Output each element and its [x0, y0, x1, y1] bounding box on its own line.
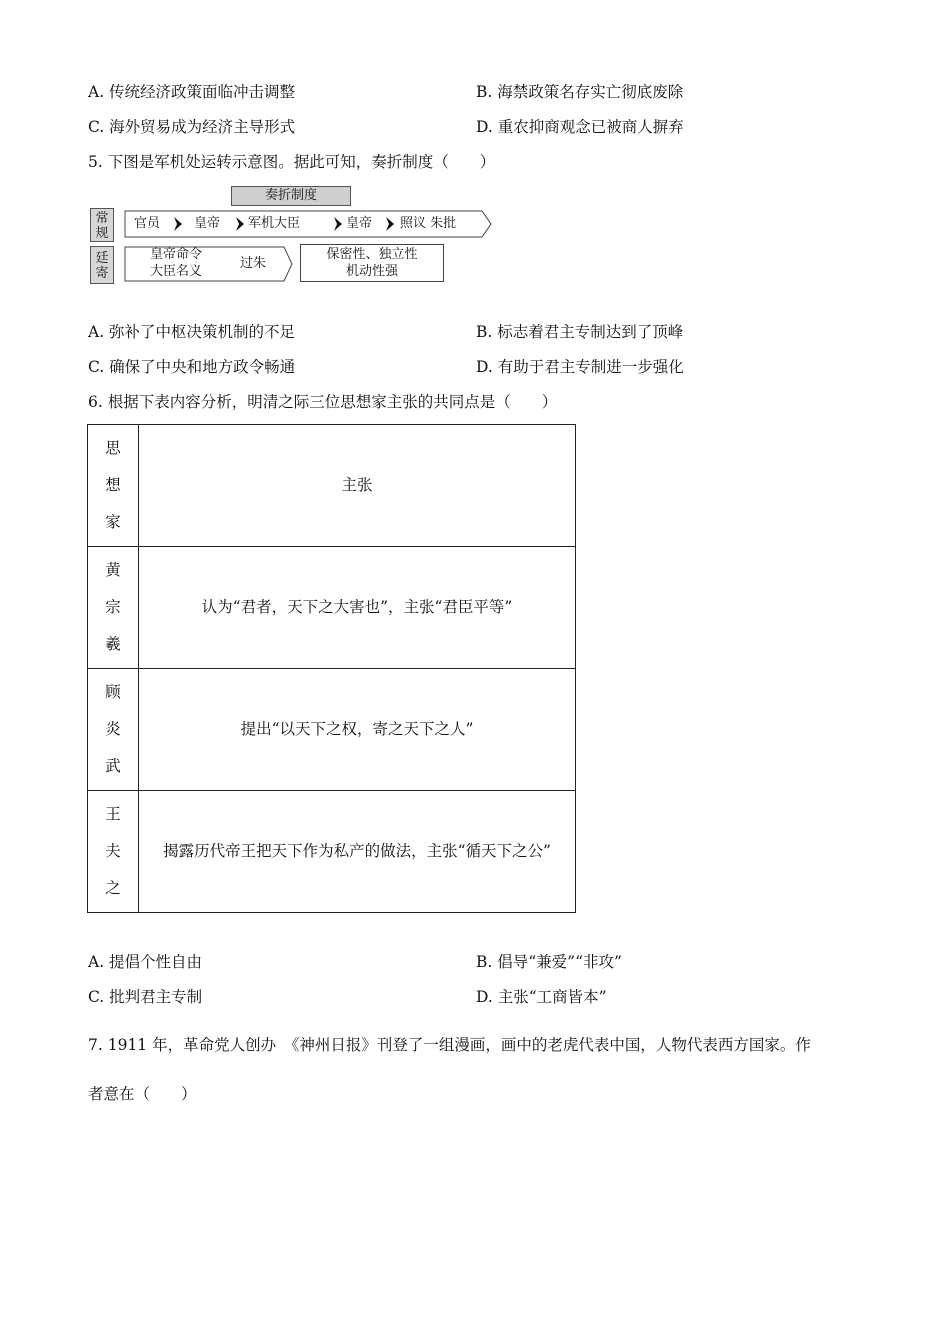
header-char: 思: [105, 439, 121, 457]
diagram-side-label-routine: 常规: [90, 208, 114, 242]
thinker-claim-cell: 揭露历代帝王把天下作为私产的做法，主张“循天下之公”: [139, 791, 576, 913]
table-row: [88, 547, 576, 669]
tingji-right-label: 过朱: [240, 256, 267, 271]
thinker-name-cell: [88, 669, 139, 791]
q5-option-b: B. 标志着君主专制达到了顶峰: [476, 323, 684, 341]
diagram-tingji-box: [124, 246, 290, 282]
q5-option-d: D. 有助于君主专制进一步强化: [476, 358, 684, 376]
thinker-name-cell: [88, 547, 139, 669]
tingji-line2: 大臣名义: [150, 264, 203, 279]
q6-option-c: C. 批判君主专制: [88, 988, 203, 1006]
q6-option-d: D. 主张“工商皆本”: [476, 988, 607, 1006]
name-char: 宗: [105, 598, 121, 616]
q4-option-b: B. 海禁政策名存实亡彻底废除: [476, 83, 684, 101]
q6-option-b: B. 倡导“兼爱”“非攻”: [476, 953, 622, 971]
flow-step-emperor-2: 皇帝: [346, 216, 373, 231]
flow-step-grand-councilor: 军机大臣: [248, 216, 301, 231]
q5-option-c: C. 确保了中央和地方政令畅通: [88, 358, 296, 376]
name-char: 王: [105, 805, 121, 823]
q5-option-a: A. 弥补了中枢决策机制的不足: [88, 323, 296, 341]
diagram-side-label-tingji: 廷寄: [90, 246, 114, 284]
name-char: 武: [105, 757, 121, 775]
name-char: 之: [105, 879, 121, 897]
name-char: 黄: [105, 561, 121, 579]
header-claim-cell: 主张: [139, 425, 576, 547]
q7-stem-line1: 7. 1911 年，革命党人创办 《神州日报》刊登了一组漫画，画中的老虎代表中国，人物代表西方国家。作: [88, 1036, 811, 1054]
thinker-claim-cell: 提出“以天下之权，寄之天下之人”: [139, 669, 576, 791]
name-char: 炎: [105, 720, 121, 738]
table-row: [88, 669, 576, 791]
thinker-claim-cell: 认为“君者，天下之大害也”，主张“君臣平等”: [139, 547, 576, 669]
table-row: [88, 791, 576, 913]
q7-stem-line2: 者意在（ ）: [88, 1085, 197, 1103]
diagram-title: 奏折制度: [231, 186, 351, 206]
q4-option-a: A. 传统经济政策面临冲击调整: [88, 83, 296, 101]
name-char: 顾: [105, 683, 121, 701]
header-char: 家: [105, 513, 121, 531]
diagram-result-box: [300, 244, 444, 282]
flow-step-official: 官员: [134, 216, 161, 231]
q5-stem: 5. 下图是军机处运转示意图。据此可知，奏折制度（ ）: [88, 153, 496, 171]
header-char: 想: [105, 476, 121, 494]
thinker-name-cell: [88, 791, 139, 913]
q5-diagram: [88, 186, 498, 288]
q6-option-a: A. 提倡个性自由: [88, 953, 203, 971]
diagram-routine-flow: [124, 210, 484, 238]
header-thinker-cell: [88, 425, 139, 547]
name-char: 羲: [105, 635, 121, 653]
q6-stem: 6. 根据下表内容分析，明清之际三位思想家主张的共同点是（ ）: [88, 393, 558, 411]
result-line2: 机动性强: [345, 264, 398, 279]
q6-table: [87, 424, 576, 913]
tingji-line1: 皇帝命令: [150, 247, 203, 262]
table-header-row: [88, 425, 576, 547]
q4-option-d: D. 重农抑商观念已被商人摒弃: [476, 118, 684, 136]
name-char: 夫: [105, 842, 121, 860]
flow-step-emperor: 皇帝: [194, 216, 221, 231]
flow-step-approve: 照议 朱批: [400, 216, 457, 231]
q4-option-c: C. 海外贸易成为经济主导形式: [88, 118, 296, 136]
result-line1: 保密性、独立性: [326, 247, 418, 262]
